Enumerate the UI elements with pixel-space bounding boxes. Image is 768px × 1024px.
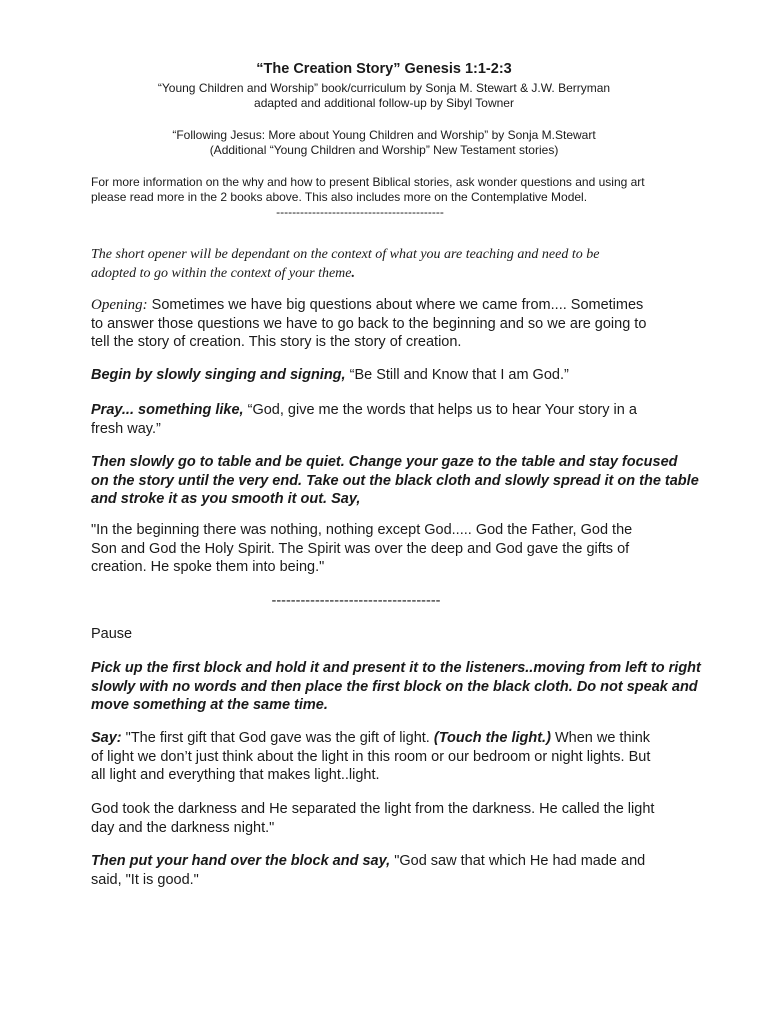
begin-paragraph (91, 366, 569, 385)
table-instruction (91, 453, 699, 509)
intro-note-period: . (351, 266, 356, 281)
instruction-line: move something at the same time. (91, 697, 328, 713)
header-divider: ------------------------------------------ (276, 205, 444, 219)
say-paragraph (91, 729, 650, 785)
pick-up-instruction (91, 659, 701, 715)
say-text: of light we don’t just think about the light in this room or our bedroom or night lights. But (91, 748, 651, 765)
credit-line: (Additional “Young Children and Worship” New Testament stories) (209, 143, 559, 157)
info-line: For more information on the why and how to present Biblical stories, ask wonder questions and using art (91, 175, 645, 189)
intro-note (91, 245, 599, 283)
credit-line: “Following Jesus: More about Young Children and Worship” by Sonja M.Stewart (172, 128, 596, 142)
opening-text: Sometimes we have big questions about where we came from.... Sometimes (147, 297, 644, 313)
separated-paragraph (91, 800, 654, 837)
intro-note-line: adopted to go within the context of your theme (91, 266, 352, 281)
touch-light-note: (Touch the light.) (433, 730, 551, 746)
beginning-quote (91, 521, 632, 577)
pray-paragraph (91, 401, 637, 438)
paragraph-line: God took the darkness and He separated the light from the darkness. He called the light (91, 801, 655, 817)
pause-text: Pause (91, 626, 133, 642)
pray-instruction: Pray... something like, (91, 402, 248, 418)
opening-text: to answer those questions we have to go back to the beginning and so we are going to (91, 315, 647, 332)
begin-instruction: Begin by slowly singing and signing, (91, 367, 350, 383)
quote-line: "In the beginning there was nothing, nothing except God..... God the Father, God the (91, 522, 633, 538)
instruction-line: Pick up the first block and hold it and present it to the listeners..moving from left to right (91, 660, 701, 676)
opening-label: Opening: (91, 297, 148, 313)
closing-text: said, "It is good." (91, 871, 199, 888)
say-text: all light and everything that makes light..light. (91, 767, 380, 783)
quote-line: Son and God the Holy Spirit. The Spirit was over the deep and God gave the gifts of (91, 540, 630, 557)
closing-instruction: Then put your hand over the block and say, (91, 853, 395, 869)
paragraph-line: day and the darkness night." (91, 819, 275, 836)
instruction-line: slowly with no words and then place the first block on the black cloth. Do not speak and (91, 678, 698, 695)
page-title: “The Creation Story” Genesis 1:1-2:3 (256, 61, 512, 77)
info-block (91, 175, 721, 205)
instruction-line: and stroke it as you smooth it out. Say, (91, 491, 361, 507)
say-label: Say: (91, 730, 122, 746)
closing-text: "God saw that which He had made and (394, 853, 646, 869)
say-text: When we think (550, 730, 651, 746)
opening-paragraph (91, 296, 646, 352)
opening-text: tell the story of creation. This story is the story of creation. (91, 334, 462, 350)
intro-note-line: The short opener will be dependant on the context of what you are teaching and need to be (91, 247, 600, 262)
closing-paragraph (91, 852, 645, 889)
instruction-line: Then slowly go to table and be quiet. Change your gaze to the table and stay focused (91, 454, 678, 470)
pray-text: fresh way.” (91, 420, 161, 437)
credits-block (0, 81, 768, 111)
say-text: "The first gift that God gave was the gift of light. (121, 730, 434, 746)
pray-text: “God, give me the words that helps us to hear Your story in a (247, 402, 637, 418)
quote-line: creation. He spoke them into being." (91, 559, 325, 575)
credits-block-2 (0, 128, 768, 158)
song-title: “Be Still and Know that I am God.” (349, 367, 569, 383)
credit-line: “Young Children and Worship” book/curriculum by Sonja M. Stewart & J.W. Berryman (157, 81, 611, 95)
instruction-line: on the story until the very end. Take out the black cloth and slowly spread it on the table (91, 472, 699, 489)
section-divider: ----------------------------------- (271, 593, 441, 609)
credit-line: adapted and additional follow-up by Sibyl Towner (254, 96, 514, 110)
info-line: please read more in the 2 books above. This also includes more on the Contemplative Model. (91, 190, 588, 204)
